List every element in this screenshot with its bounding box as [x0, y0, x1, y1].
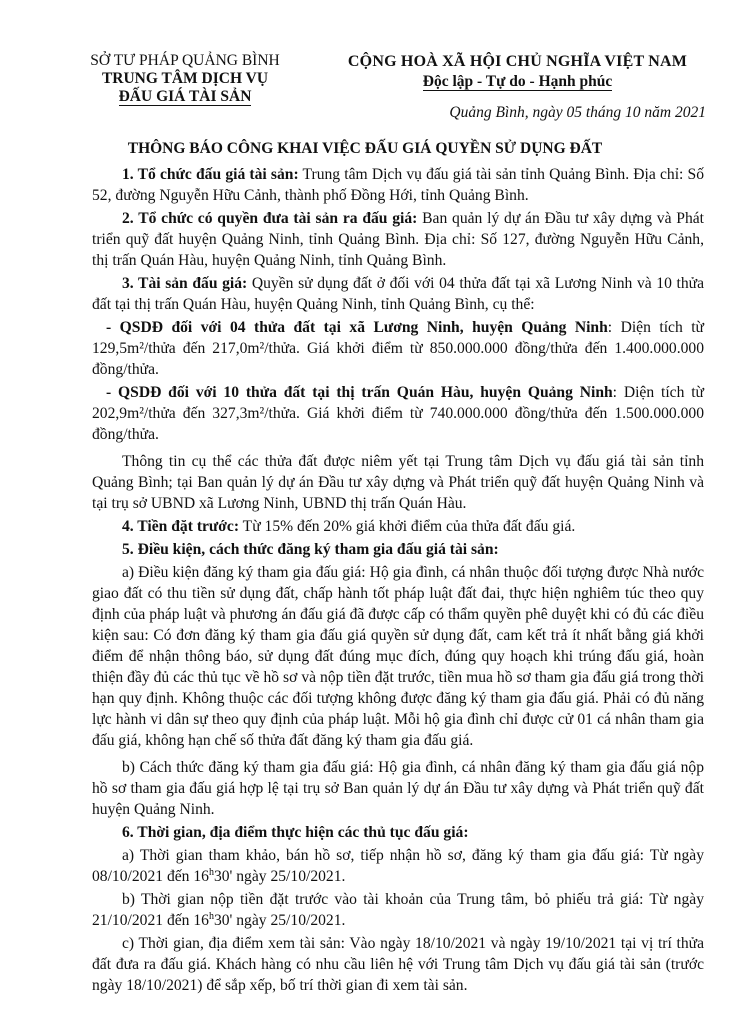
section-5b: b) Cách thức đăng ký tham gia đấu giá: Hộ gia đình, cá nhân đăng ký tham gia đấu giá nộp hồ sơ tham gia đấu giá hợp lệ tại trụ sở Ban quản lý dự án Đầu tư xây dựng và Phát triển quỹ đất huyện Quảng Ninh.	[92, 759, 704, 818]
agency-name: SỞ TƯ PHÁP QUẢNG BÌNH	[90, 52, 280, 69]
section-3-item-1	[92, 317, 704, 380]
section-3-label: 3. Tài sản đấu giá:	[122, 275, 248, 292]
section-5-label: 5. Điều kiện, cách thức đăng ký tham gia đấu giá tài sản:	[122, 541, 499, 558]
item-2-text: : Diện tích từ 202,9m²/thửa đến 327,3m²/thửa. Giá khởi điểm từ 740.000.000 đồng/thửa đến 1.500.000.000 đồng/thửa.	[92, 384, 704, 443]
nation-name: CỘNG HOÀ XÃ HỘI CHỦ NGHĨA VIỆT NAM	[347, 53, 688, 70]
section-6b	[92, 889, 704, 931]
section-6c: c) Thời gian, địa điểm xem tài sản: Vào ngày 18/10/2021 và ngày 19/10/2021 tại vị trí thửa đất đưa ra đấu giá. Khách hàng có nhu cầu liên hệ với Trung tâm Dịch vụ đấu giá tài sản (trước ngày 18/10/2021) để sắp xếp, bố trí thời gian đi xem tài sản.	[92, 935, 704, 994]
national-heading	[320, 52, 715, 92]
section-1	[92, 164, 704, 206]
section-4	[92, 516, 704, 537]
national-motto: Độc lập - Tự do - Hạnh phúc	[422, 73, 613, 90]
section-6a	[92, 845, 704, 887]
section-5-heading	[92, 539, 704, 560]
section-3-text: Quyền sử dụng đất ở đối với 04 thửa đất tại xã Lương Ninh và 10 thửa đất tại thị trấn Quán Hàu, huyện Quảng Ninh, tỉnh Quảng Bình, cụ thể:	[92, 275, 705, 313]
section-2-label: 2. Tổ chức có quyền đưa tài sản ra đấu giá:	[122, 210, 418, 227]
item-1-label: - QSDĐ đối với 04 thửa đất tại xã Lương Ninh, huyện Quảng Ninh	[106, 319, 608, 336]
section-6a-end: 30' ngày 25/10/2021.	[213, 868, 346, 885]
item-1-text: : Diện tích từ 129,5m²/thửa đến 217,0m²/thửa. Giá khởi điểm từ 850.000.000 đồng/thửa đến 1.400.000.000 đồng/thửa.	[92, 319, 704, 378]
section-6a-text: a) Thời gian tham khảo, bán hồ sơ, tiếp nhận hồ sơ, đăng ký tham gia đấu giá: Từ ngày 08/10/2021 đến 16	[92, 847, 704, 885]
section-6a-hour-sup: h	[208, 866, 214, 878]
section-6-heading	[92, 822, 704, 843]
document-body	[92, 164, 704, 998]
section-2-text: Ban quản lý dự án Đầu tư xây dựng và Phát triển quỹ đất huyện Quảng Ninh, tỉnh Quảng Bình. Địa chỉ: Số 127, đường Nguyễn Hữu Cảnh, thị trấn Quán Hàu, huyện Quảng Ninh, tỉnh Quảng Bình.	[92, 210, 704, 269]
document-date: Quảng Bình, ngày 05 tháng 10 năm 2021	[449, 104, 706, 121]
org-name-line2: ĐẤU GIÁ TÀI SẢN	[118, 88, 252, 105]
section-4-text: Từ 15% đến 20% giá khởi điểm của thửa đất đấu giá.	[239, 518, 576, 535]
item-2-label: - QSDĐ đối với 10 thửa đất tại thị trấn Quán Hàu, huyện Quảng Ninh	[106, 384, 613, 401]
section-6-label: 6. Thời gian, địa điểm thực hiện các thủ tục đấu giá:	[122, 824, 469, 841]
section-3	[92, 273, 704, 315]
section-4-label: 4. Tiền đặt trước:	[122, 518, 240, 535]
section-2	[92, 208, 704, 271]
section-1-label: 1. Tổ chức đấu giá tài sản:	[122, 166, 299, 183]
section-3-item-2	[92, 382, 704, 445]
section-5a: a) Điều kiện đăng ký tham gia đấu giá: Hộ gia đình, cá nhân thuộc đối tượng được Nhà nước giao đất có thu tiền sử dụng đất, chấp hành tốt pháp luật đất đai, thực hiện nghiêm túc theo quy định của pháp luật và phương án đấu giá đã được cấp có thẩm quyền phê duyệt khi có đủ các điều kiện sau: Có đơn đăng ký tham gia đấu giá quyền sử dụng đất, cam kết trả ít nhất bằng giá khởi điểm để nhận thông báo, sử dụng đất đúng mục đích, đúng quy hoạch khi trúng đấu giá, hoàn thiện đầy đủ các thủ tục về hồ sơ và nộp tiền đặt trước, tiền mua hồ sơ tham gia đấu giá trong thời hạn quy định. Không thuộc các đối tượng không được đăng ký tham gia đấu giá. Phải có đủ năng lực hành vi dân sự theo quy định của pháp luật. Mỗi hộ gia đình chỉ được cử 01 cá nhân tham gia đấu giá, không hạn chế số thửa đất đăng ký tham gia đấu giá.	[92, 564, 704, 749]
section-6b-end: 30' ngày 25/10/2021.	[213, 912, 346, 929]
section-1-text: Trung tâm Dịch vụ đấu giá tài sản tỉnh Quảng Bình. Địa chỉ: Số 52, đường Nguyễn Hữu Cảnh, thành phố Đồng Hới, tỉnh Quảng Bình.	[92, 166, 705, 204]
org-name-line1: TRUNG TÂM DỊCH VỤ	[101, 70, 269, 87]
document-title: THÔNG BÁO CÔNG KHAI VIỆC ĐẤU GIÁ QUYỀN SỬ DỤNG ĐẤT	[127, 140, 603, 157]
issuer-block	[60, 52, 310, 106]
section-6b-text: b) Thời gian nộp tiền đặt trước vào tài khoản của Trung tâm, bỏ phiếu trả giá: Từ ngày 21/10/2021 đến 16	[92, 891, 704, 929]
section-6b-hour-sup: h	[208, 910, 214, 922]
section-3-info: Thông tin cụ thể các thửa đất được niêm yết tại Trung tâm Dịch vụ đấu giá tài sản tỉnh Quảng Bình; tại Ban quản lý dự án Đầu tư xây dựng và Phát triển quỹ đất huyện Quảng Ninh và tại trụ sở UBND xã Lương Ninh, UBND thị trấn Quán Hàu.	[92, 453, 704, 512]
